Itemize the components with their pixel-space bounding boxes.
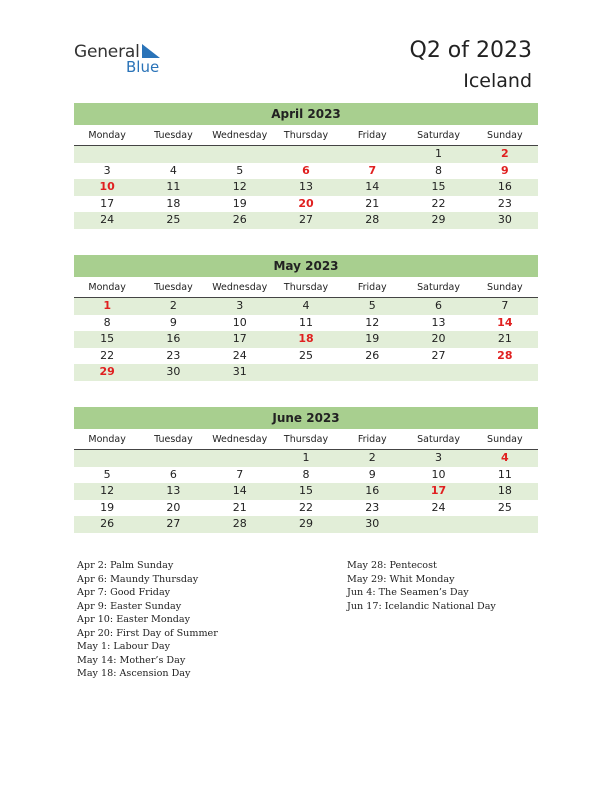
holiday-note: Apr 2: Palm Sunday (77, 560, 174, 571)
day-cell: 7 (236, 467, 244, 481)
week-row (74, 315, 538, 332)
holiday-list-left (77, 559, 218, 681)
weekday-label: Friday (357, 282, 387, 293)
day-cell: 9 (169, 315, 177, 329)
day-cell: 3 (103, 163, 111, 177)
day-cell: 10 (232, 315, 247, 329)
day-cell: 29 (298, 517, 313, 531)
day-cell: 4 (302, 299, 310, 312)
holiday-note: May 1: Labour Day (77, 641, 171, 652)
month-calendar-june (74, 407, 538, 533)
empty-day-cell (207, 146, 273, 163)
month-calendar-may (74, 255, 538, 381)
weekday-label: Wednesday (212, 130, 268, 141)
week-row (74, 179, 538, 196)
day-cell: 25 (497, 500, 512, 514)
holiday-list-right (347, 559, 496, 613)
day-cell: 1 (302, 451, 310, 464)
day-cell: 13 (298, 180, 313, 194)
day-cell: 6 (169, 467, 177, 481)
week-row (74, 348, 538, 365)
weekday-label: Tuesday (154, 282, 193, 293)
day-cell: 11 (298, 315, 313, 329)
day-cell: 23 (365, 500, 380, 514)
month-title: June 2023 (74, 407, 538, 429)
day-cell: 8 (302, 467, 310, 481)
empty-day-cell (472, 364, 538, 381)
logo-text-general: General (74, 42, 140, 62)
day-cell: 27 (166, 517, 181, 531)
day-cell: 2 (501, 147, 509, 160)
empty-day-cell (140, 146, 206, 163)
day-cell: 4 (501, 451, 509, 464)
week-row (74, 298, 538, 315)
weekday-label: Sunday (487, 130, 523, 141)
day-cell: 24 (100, 213, 115, 227)
day-cell: 18 (298, 332, 314, 346)
empty-day-cell (74, 450, 140, 467)
day-cell: 4 (169, 163, 177, 177)
day-cell: 14 (232, 484, 247, 498)
day-cell: 15 (298, 484, 313, 498)
weekday-label: Friday (357, 130, 387, 141)
weekday-label: Saturday (417, 434, 460, 445)
day-cell: 17 (232, 332, 247, 346)
day-cell: 16 (365, 484, 380, 498)
day-cell: 23 (497, 196, 512, 210)
empty-day-cell (339, 146, 405, 163)
weekday-label: Wednesday (212, 282, 268, 293)
holiday-note: Apr 6: Maundy Thursday (77, 573, 199, 585)
day-cell: 21 (365, 196, 380, 210)
day-cell: 28 (232, 517, 247, 531)
day-cell: 28 (497, 348, 513, 362)
day-cell: 8 (103, 315, 111, 329)
day-cell: 3 (236, 299, 244, 312)
holiday-note: May 28: Pentecost (347, 560, 437, 571)
week-row (74, 163, 538, 180)
day-cell: 28 (365, 213, 380, 227)
empty-day-cell (74, 146, 140, 163)
day-cell: 2 (169, 299, 177, 312)
day-cell: 9 (368, 467, 376, 481)
day-cell: 30 (365, 517, 380, 531)
holiday-note: Jun 4: The Seamen’s Day (347, 587, 469, 598)
weekday-header-row (74, 431, 538, 450)
day-cell: 18 (497, 484, 512, 498)
week-row (74, 450, 538, 467)
weekday-label: Tuesday (154, 434, 193, 445)
logo-text-blue: Blue (126, 58, 160, 76)
day-cell: 8 (435, 163, 443, 177)
weekday-label: Sunday (487, 282, 523, 293)
day-cell: 26 (365, 348, 380, 362)
day-cell: 11 (166, 180, 181, 194)
holiday-note: Apr 20: First Day of Summer (77, 627, 218, 639)
day-cell: 25 (166, 213, 181, 227)
day-cell: 24 (431, 500, 446, 514)
week-row (74, 331, 538, 348)
day-cell: 20 (166, 500, 181, 514)
weekday-label: Friday (357, 434, 387, 445)
day-cell: 22 (100, 348, 115, 362)
day-cell: 14 (497, 315, 513, 329)
empty-day-cell (472, 516, 538, 533)
day-cell: 26 (232, 213, 247, 227)
weekday-header-row (74, 127, 538, 146)
day-cell: 5 (368, 299, 376, 312)
day-cell: 22 (298, 500, 313, 514)
holiday-note: May 18: Ascension Day (77, 668, 191, 679)
weekday-label: Thursday (283, 130, 329, 141)
holiday-note: Apr 7: Good Friday (77, 587, 171, 598)
generalblue-logo (74, 42, 174, 78)
day-cell: 13 (431, 315, 446, 329)
weekday-label: Thursday (283, 282, 329, 293)
day-cell: 27 (431, 348, 446, 362)
weekday-label: Tuesday (154, 130, 193, 141)
holiday-note: May 29: Whit Monday (347, 573, 455, 585)
day-cell: 3 (435, 451, 443, 464)
week-row (74, 467, 538, 484)
weekday-header-row (74, 279, 538, 298)
weekday-label: Saturday (417, 282, 460, 293)
month-title: April 2023 (74, 103, 538, 125)
week-row (74, 516, 538, 533)
day-cell: 18 (166, 196, 181, 210)
day-cell: 24 (232, 348, 247, 362)
holiday-note: Apr 10: Easter Monday (77, 614, 191, 625)
day-cell: 16 (166, 332, 181, 346)
weekday-label: Monday (88, 130, 126, 141)
month-calendar-april (74, 103, 538, 229)
week-row (74, 500, 538, 517)
holiday-note: Jun 17: Icelandic National Day (347, 600, 496, 612)
day-cell: 7 (368, 163, 377, 177)
week-row (74, 196, 538, 213)
day-cell: 13 (166, 484, 181, 498)
empty-day-cell (339, 364, 405, 381)
day-cell: 5 (103, 467, 111, 481)
weekday-label: Monday (88, 282, 126, 293)
day-cell: 19 (365, 332, 380, 346)
day-cell: 10 (99, 180, 115, 194)
day-cell: 5 (236, 163, 244, 177)
day-cell: 11 (497, 467, 512, 481)
week-row (74, 483, 538, 500)
day-cell: 16 (497, 180, 512, 194)
day-cell: 12 (100, 484, 115, 498)
empty-day-cell (273, 146, 339, 163)
day-cell: 6 (435, 299, 443, 312)
page-title: Q2 of 2023 (409, 38, 532, 63)
day-cell: 19 (100, 500, 115, 514)
day-cell: 1 (435, 147, 443, 160)
day-cell: 10 (431, 467, 446, 481)
country-name: Iceland (463, 70, 532, 92)
holiday-note: May 14: Mother’s Day (77, 654, 186, 666)
day-cell: 21 (497, 332, 512, 346)
day-cell: 15 (431, 180, 446, 194)
day-cell: 20 (298, 196, 314, 210)
empty-day-cell (273, 364, 339, 381)
day-cell: 12 (365, 315, 380, 329)
day-cell: 27 (298, 213, 313, 227)
day-cell: 23 (166, 348, 181, 362)
day-cell: 21 (232, 500, 247, 514)
week-row (74, 212, 538, 229)
empty-day-cell (207, 450, 273, 467)
weekday-label: Wednesday (212, 434, 268, 445)
day-cell: 17 (430, 484, 447, 498)
day-cell: 26 (100, 517, 115, 531)
empty-day-cell (405, 364, 471, 381)
week-row (74, 364, 538, 381)
day-cell: 1 (103, 299, 111, 312)
month-title: May 2023 (74, 255, 538, 277)
day-cell: 20 (431, 332, 446, 346)
day-cell: 22 (431, 196, 446, 210)
empty-day-cell (405, 516, 471, 533)
holiday-note: Apr 9: Easter Sunday (77, 600, 182, 612)
day-cell: 19 (232, 196, 247, 210)
day-cell: 6 (302, 163, 310, 177)
day-cell: 2 (368, 451, 376, 464)
day-cell: 30 (497, 213, 512, 227)
empty-day-cell (140, 450, 206, 467)
day-cell: 12 (232, 180, 247, 194)
day-cell: 14 (365, 180, 380, 194)
weekday-label: Thursday (283, 434, 329, 445)
day-cell: 31 (232, 365, 247, 379)
day-cell: 25 (298, 348, 313, 362)
weekday-label: Monday (88, 434, 126, 445)
weekday-label: Saturday (417, 130, 460, 141)
week-row (74, 146, 538, 163)
day-cell: 9 (501, 163, 509, 177)
weekday-label: Sunday (487, 434, 523, 445)
day-cell: 29 (99, 365, 115, 379)
logo-triangle-icon (142, 44, 162, 60)
day-cell: 29 (431, 213, 446, 227)
day-cell: 15 (100, 332, 115, 346)
day-cell: 17 (100, 196, 115, 210)
day-cell: 7 (501, 299, 509, 312)
day-cell: 30 (166, 365, 181, 379)
